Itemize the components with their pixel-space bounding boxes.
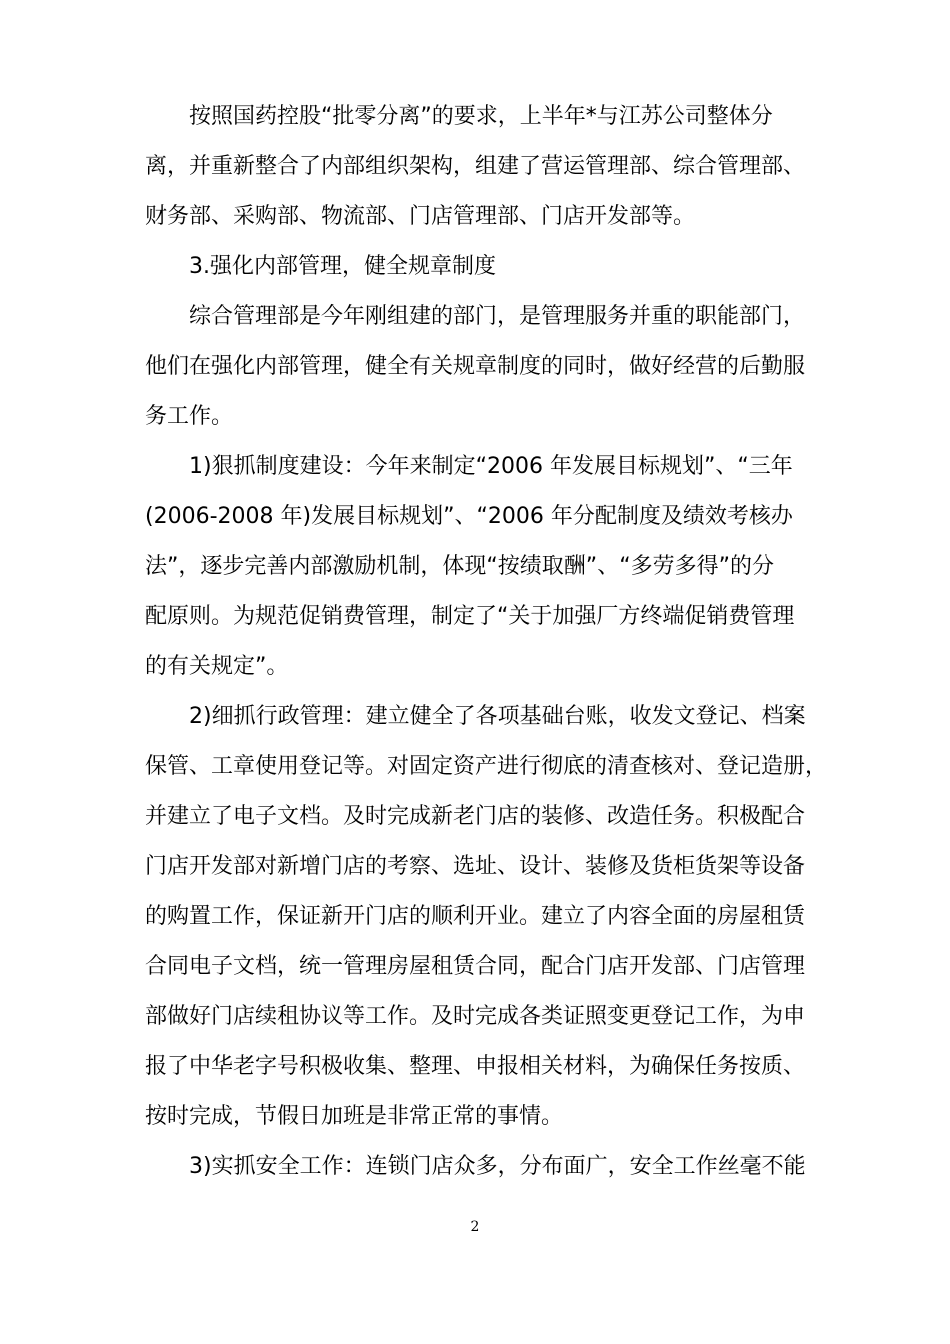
text-line: 按照国药控股“批零分离”的要求，上半年*与江苏公司整体分	[189, 104, 773, 129]
text-line: 配原则。为规范促销费管理，制定了“关于加强厂方终端促销费管理	[145, 604, 795, 629]
text-line: 综合管理部是今年刚组建的部门，是管理服务并重的职能部门，	[189, 304, 806, 329]
text-line: 报了中华老字号积极收集、整理、申报相关材料，为确保任务按质、	[145, 1054, 806, 1079]
text-line: 的有关规定”。	[145, 654, 289, 679]
text-line: 保管、工章使用登记等。对固定资产进行彻底的清查核对、登记造册，	[145, 754, 828, 779]
text-line: 务工作。	[145, 404, 234, 429]
text-line: 他们在强化内部管理，健全有关规章制度的同时，做好经营的后勤服	[145, 354, 806, 379]
text-line: 财务部、采购部、物流部、门店管理部、门店开发部等。	[145, 204, 696, 229]
text-line: 门店开发部对新增门店的考察、选址、设计、装修及货柜货架等设备	[145, 854, 806, 879]
text-line: 法”，逐步完善内部激励机制，体现“按绩取酬”、“多劳多得”的分	[145, 554, 774, 579]
text-line: 1)狠抓制度建设：今年来制定“2006 年发展目标规划”、“三年	[189, 454, 793, 479]
text-line: 部做好门店续租协议等工作。及时完成各类证照变更登记工作，为申	[145, 1004, 806, 1029]
text-line: 的购置工作，保证新开门店的顺利开业。建立了内容全面的房屋租赁	[145, 904, 806, 929]
text-line: 并建立了电子文档。及时完成新老门店的装修、改造任务。积极配合	[145, 804, 806, 829]
text-line: (2006-2008 年)发展目标规划”、“2006 年分配制度及绩效考核办	[145, 504, 793, 529]
section-heading: 3.强化内部管理，健全规章制度	[189, 254, 496, 279]
text-line: 2)细抓行政管理：建立健全了各项基础台账，收发文登记、档案	[189, 704, 806, 729]
page-number: 2	[470, 1219, 480, 1235]
text-line: 3)实抓安全工作：连锁门店众多，分布面广，安全工作丝毫不能	[189, 1154, 806, 1179]
text-line: 离，并重新整合了内部组织架构，组建了营运管理部、综合管理部、	[145, 154, 806, 179]
text-line: 合同电子文档，统一管理房屋租赁合同，配合门店开发部、门店管理	[145, 954, 806, 979]
text-line: 按时完成，节假日加班是非常正常的事情。	[145, 1104, 564, 1129]
